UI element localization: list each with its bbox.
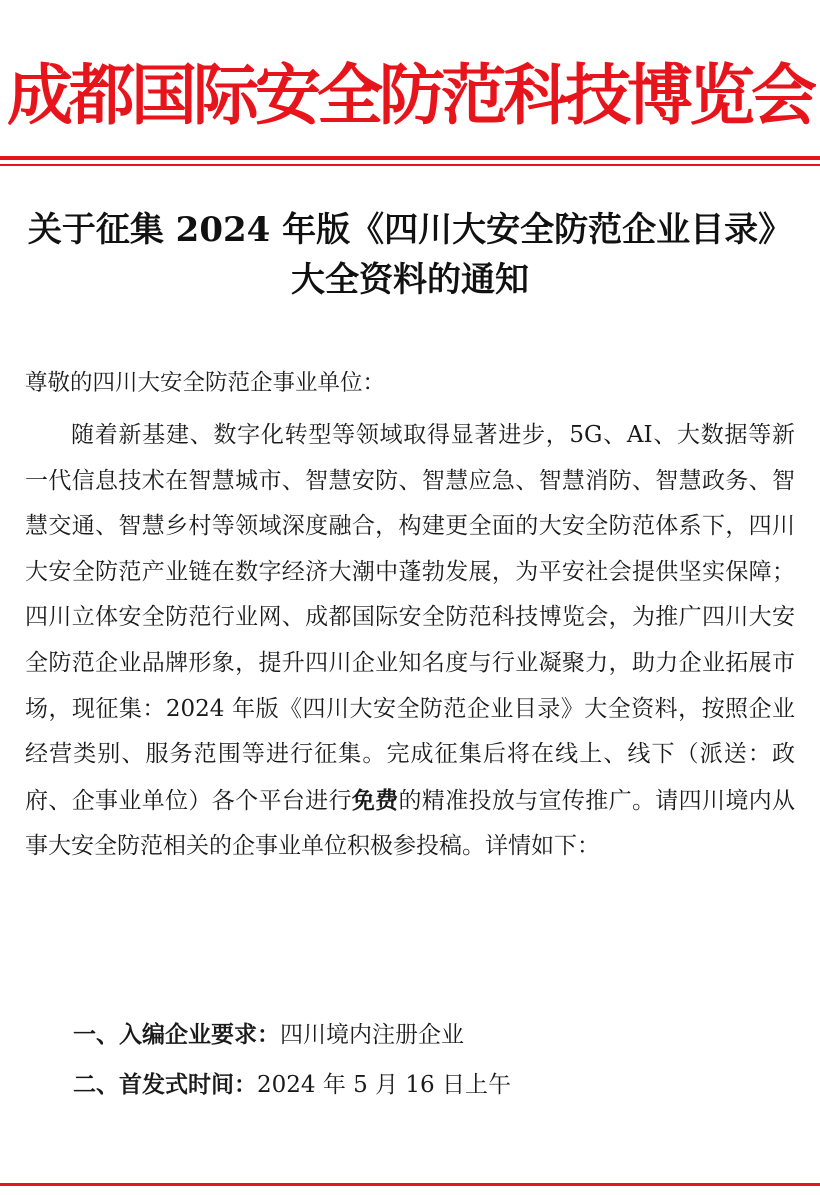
requirement-item-1	[73, 1018, 464, 1052]
body-text-free-emphasis: 免费	[351, 786, 399, 814]
notice-body-paragraph	[25, 413, 795, 870]
notice-title-line-2: 大全资料的通知	[291, 260, 529, 300]
masthead-org-name: 成都国际安全防范科技博览会	[7, 57, 813, 134]
header-rule-thin	[0, 164, 820, 166]
body-text-part-1: 随着新基建、数字化转型等领域取得显著进步，5G、AI、大数据等新一代信息技术在智慧城市、智慧安防、智慧应急、智慧消防、智慧政务、智慧交通、智慧乡村等领域深度融合，构建更全面的大安全防范体系下，四川大安全防范产业链在数字经济大潮中蓬勃发展，为平安社会提供坚实保障；四川立体安全防范行业网、成都国际安全防范科技博览会，为推广四川大安全防范企业品牌形象，提升四川企业知名度与行业凝聚力，助力企业拓展市场，现征集：2024 年版《四川大安全防范企业目录》大全资料，按照企业经营类别、服务范围等进行征集。完成征集后将在线上、线下（派送：政府、企事业单位）各个平台进行	[25, 422, 795, 814]
salutation: 尊敬的四川大安全防范企事业单位：	[25, 370, 386, 396]
notice-title-line-1: 关于征集 2024 年版《四川大安全防范企业目录》	[27, 210, 793, 250]
requirement-item-2-value: 2024 年 5 月 16 日上午	[257, 1072, 511, 1098]
footer-rule	[0, 1183, 820, 1186]
body-text-part-2: 的精准投放与宣传推广。请四川境内从事大安全防范相关的企事业单位积极参投稿。详情如下：	[25, 787, 795, 860]
requirement-item-2	[73, 1068, 511, 1102]
requirement-item-1-label: 一、入编企业要求：	[73, 1022, 280, 1048]
requirement-item-1-value: 四川境内注册企业	[280, 1022, 464, 1048]
header-rule-thick	[0, 156, 820, 160]
requirement-item-2-label: 二、首发式时间：	[73, 1072, 257, 1098]
